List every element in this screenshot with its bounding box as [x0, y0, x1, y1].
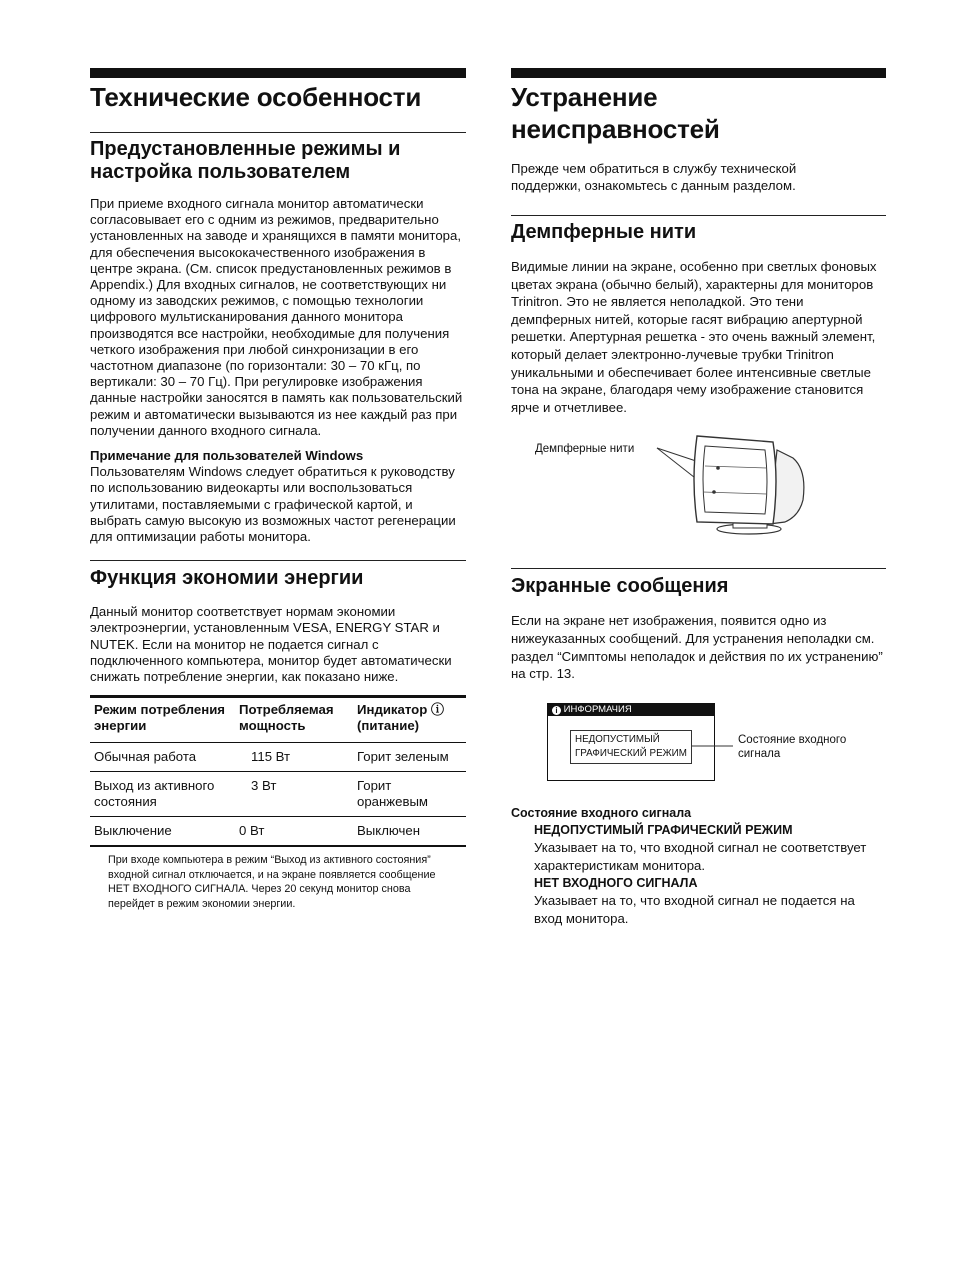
osd-title: ИНФОРМАЧИЯ — [563, 703, 632, 715]
table-row — [90, 772, 466, 817]
right-column — [511, 68, 886, 927]
windows-note-text: Пользователям Windows следует обратиться к руководству по использованию видеокарты или воспользоваться утилитами, поставляемыми с графической картой, и выбрать самую высокую из возможных частот регенерации для оптимизации работы монитора. — [90, 464, 456, 545]
damper-wires-text: Видимые линии на экране, особенно при светлых фоновых цветах экрана (обычно белый), характерны для мониторов Trinitron. Это не является неполадкой. Это тени демпферных нитей, которые гасят вибрацию апертурной решетки. Апертурная решетка - это очень важный элемент, который делает электронно-лучевые трубки Trinitron уникальными и обеспечивает более интенсивные светлые тона на экране, благодаря чему изображение становится ярче и отчетливее. — [511, 259, 877, 415]
heading-power-saving: Функция экономии энергии — [90, 567, 364, 590]
heading-onscreen-messages: Экранные сообщения — [511, 575, 729, 598]
no-signal-title: НЕТ ВХОДНОГО СИГНАЛА — [534, 875, 698, 890]
power-table — [90, 695, 466, 847]
page-title-specifications: Технические особенности — [90, 82, 422, 112]
col-header-indicator: Индикатор ⓘ (питание) — [357, 702, 445, 734]
osd-callout-label: Состояние входного сигнала — [738, 733, 847, 760]
title-bar-right — [511, 68, 886, 78]
monitor-figure — [511, 430, 886, 548]
osd-figure — [511, 703, 886, 783]
cell-power: 3 Вт — [251, 778, 277, 794]
cell-mode: Обычная работа — [94, 749, 197, 765]
title-bar-left — [90, 68, 466, 78]
section-rule — [511, 215, 886, 216]
heading-damper-wires: Демпферные нити — [511, 221, 697, 243]
osd-message-line1: НЕДОПУСТИМЫЙ — [575, 733, 660, 745]
table-row — [90, 743, 466, 772]
table-footnote: При входе компьютера в режим “Выход из активного состояния” входной сигнал отключается, и на экране появляется сообщение НЕТ ВХОДНОГО СИГНАЛА. Через 20 секунд монитор снова перейдет в режим экономии энергии. — [108, 854, 436, 910]
no-signal-text: Указывает на то, что входной сигнал не подается на вход монитора. — [534, 893, 855, 926]
monitor-illustration — [511, 430, 886, 548]
cell-indicator: Горит зеленым — [357, 749, 449, 765]
onscreen-messages-text: Если на экране нет изображения, появится одно из нижеуказанных сообщений. Для устранения неполадки см. раздел “Симптомы неполадок и действия по их устранению” на стр. 13. — [511, 613, 883, 682]
cell-power: 0 Вт — [239, 823, 265, 839]
cell-power: 115 Вт — [251, 749, 291, 765]
power-saving-text: Данный монитор соответствует нормам экономии электроэнергии, установленным VESA, ENERGY STAR и NUTEK. Если на монитор не подается сигнал с подключенного компьютера, монитор будет автоматически снижать потребление энергии, как показано ниже. — [90, 604, 452, 685]
damper-wires-label: Демпферные нити — [535, 443, 635, 456]
cell-indicator: Выключен — [357, 823, 420, 839]
col-header-power: Потребляемая мощность — [239, 702, 334, 734]
windows-note-heading: Примечание для пользователей Windows — [90, 448, 364, 464]
invalid-mode-title: НЕДОПУСТИМЫЙ ГРАФИЧЕСКИЙ РЕЖИМ — [534, 822, 793, 837]
cell-mode: Выход из активного состояния — [94, 778, 215, 810]
left-column — [90, 68, 466, 911]
osd-message-line2: ГРАФИЧЕСКИЙ РЕЖИМ — [575, 747, 687, 759]
col-header-mode: Режим потребления энергии — [94, 702, 225, 734]
preset-modes-text: При приеме входного сигнала монитор автоматически согласовывает его с одним из режимов, предварительно установленных на заводе и хранящихся в памяти монитора, для обеспечения высококачественного изображения в центре экрана. (См. список предустановленных режимов в Appendix.) Для входных сигналов, не соответствующих ни одному из заводских режимов, с помощью технологии цифрового мультисканирования данного монитора производятся все настройки, необходимые для получения четкого изображения при любой синхронизации в его частотном диапазоне (по горизонтали: 30 – 70 кГц, по вертикали: 30 – 70 Гц). При регулировке изображения данные настройки заносятся в память как пользовательский режим и автоматически вызываются из нее каждый раз при получении данного входного сигнала. — [90, 196, 463, 438]
invalid-mode-text: Указывает на то, что входной сигнал не соответствует характеристикам монитора. — [534, 840, 867, 873]
input-state-heading: Состояние входного сигнала — [511, 805, 692, 820]
info-icon: i — [552, 706, 561, 715]
section-rule — [90, 560, 466, 561]
page-title-troubleshooting: Устранение неисправностей — [511, 82, 720, 144]
heading-preset-modes: Предустановленные режимы и настройка пользователем — [90, 138, 401, 183]
input-state-list — [511, 822, 886, 928]
section-rule — [90, 132, 466, 133]
troubleshooting-intro: Прежде чем обратиться в службу технической поддержки, ознакомьтесь с данным разделом. — [511, 161, 797, 193]
table-row — [90, 817, 466, 847]
cell-indicator: Горит оранжевым — [357, 778, 428, 810]
cell-mode: Выключение — [94, 823, 172, 839]
section-rule — [511, 568, 886, 569]
